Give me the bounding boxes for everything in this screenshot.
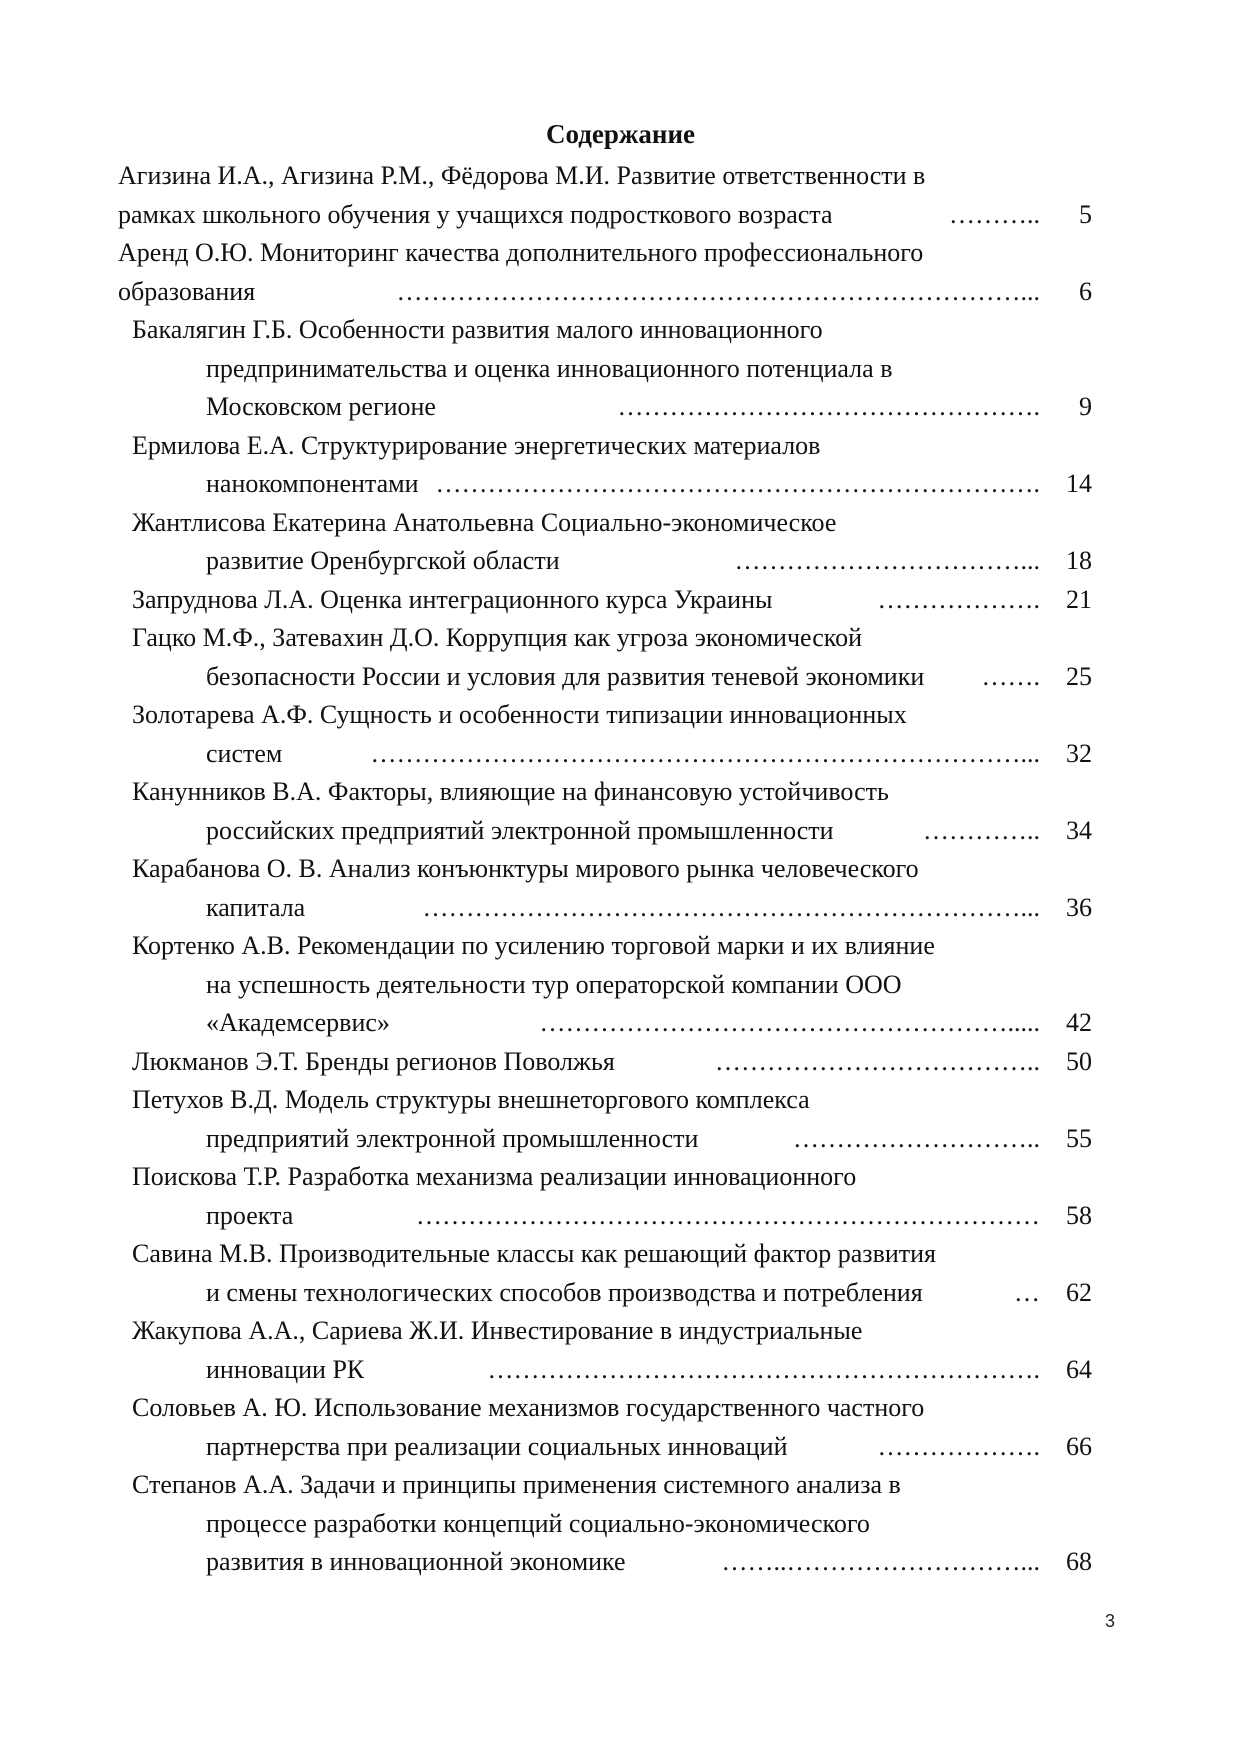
toc-entry-title: Аренд О.Ю. Мониторинг качества дополнительного профессионального [118,238,924,267]
toc-leader-dots: ……………………………………………………………… [416,1200,1040,1230]
toc-entry-title-continued: безопасности России и условия для развития теневой экономики [206,661,925,691]
toc-entry-title: Кортенко А.В. Рекомендации по усилению торговой марки и их влияние [132,931,935,960]
toc-entry-title: Золотарева А.Ф. Сущность и особенности типизации инновационных [132,700,907,729]
toc-entry-title: Карабанова О. В. Анализ конъюнктуры мирового рынка человеческого [132,854,919,883]
toc-leader-dots: ……………………………………………………………. [435,469,1040,498]
toc-entry-title-continued: предприятий электронной промышленности [206,1123,699,1153]
toc-leader-dots: ………………………………………………………………... [396,276,1040,306]
toc-entry-title: Агизина И.А., Агизина Р.М., Фёдорова М.И. Развитие ответственности в [118,161,926,190]
toc-entry-title: Степанов А.А. Задачи и принципы применения системного анализа в [132,1470,901,1499]
toc-leader-dots: ………….. [923,815,1040,845]
toc-entry-title-continued: инновации РК [206,1354,365,1384]
toc-entry-title: Ермилова Е.А. Структурирование энергетических материалов [132,430,821,460]
toc-entry-title-continued: и смены технологических способов производства и потребления [206,1277,923,1307]
toc-entry-title: Петухов В.Д. Модель структуры внешнеторгового комплекса [132,1085,810,1114]
page-title: Содержание [545,119,696,149]
toc-page-number: 14 [1066,469,1092,498]
toc-page-number: 5 [1079,199,1092,229]
toc-entry-title: Запруднова Л.А. Оценка интеграционного курса Украины [132,584,773,614]
toc-leader-dots: ……..………………………... [721,1547,1040,1576]
toc-leader-dots: ……………………………... [734,546,1040,575]
toc-entry-title: Бакалягин Г.Б. Особенности развития малого инновационного [132,315,823,344]
toc-page-number: 66 [1066,1431,1092,1461]
toc-entry-title: Люкманов Э.Т. Бренды регионов Поволжья [132,1046,615,1076]
toc-entry-title-continued: систем [206,738,283,768]
toc-entry-title: Савина М.В. Производительные классы как решающий фактор развития [132,1239,937,1268]
toc-entry-title-continued: российских предприятий электронной промышленности [206,815,834,845]
toc-leader-dots: ……………………….. [793,1123,1040,1153]
toc-leader-dots: ……………………………….. [715,1046,1040,1076]
toc-leader-dots: ……………………………………………………………... [422,892,1040,922]
toc-leader-dots: ………………. [877,1431,1040,1461]
toc-leader-dots: ……. [981,661,1040,691]
toc-page-number: 21 [1066,584,1092,614]
toc-entry-title-continued: рамках школьного обучения у учащихся подросткового возраста [118,199,833,229]
toc-entry-title: Соловьев А. Ю. Использование механизмов государственного частного [132,1393,925,1422]
toc-entry-title-continued: капитала [206,892,306,922]
toc-entry-title: Жакупова А.А., Сариева Ж.И. Инвестирование в индустриальные [132,1316,863,1345]
toc-page-number: 50 [1066,1046,1092,1076]
toc-page-number: 42 [1066,1008,1092,1037]
toc-leader-dots: ………………………………………………………. [487,1354,1040,1384]
toc-page-number: 9 [1079,392,1092,421]
toc-entry-title-continued: процессе разработки концепций социально-экономического [206,1508,870,1538]
toc-entry-title-continued: развитие Оренбургской области [206,546,560,575]
page-number: 3 [1104,1611,1115,1631]
toc-entry-title-continued: партнерства при реализации социальных инноваций [206,1431,788,1461]
toc-entry-title-continued: образования [118,276,256,306]
toc-page-number: 18 [1066,546,1092,575]
toc-page-number: 62 [1066,1277,1092,1307]
toc-page-number: 55 [1066,1123,1092,1153]
toc-leader-dots: … [1014,1277,1040,1307]
toc-page-number: 68 [1066,1547,1092,1576]
toc-page-number: 64 [1066,1354,1092,1384]
toc-entry-title-continued: нанокомпонентами [206,469,419,498]
toc-page-number: 25 [1066,661,1092,691]
toc-entry-title-continued: проекта [206,1200,294,1230]
toc-page-number: 6 [1079,276,1092,306]
toc-entry-title-continued: предпринимательства и оценка инновационного потенциала в [206,353,893,383]
toc-page-number: 36 [1066,892,1092,922]
toc-entry-title: Канунников В.А. Факторы, влияющие на финансовую устойчивость [132,777,889,806]
toc-leader-dots: …………………………………………. [617,392,1040,421]
toc-leader-dots: ………………………………………………..... [539,1008,1040,1037]
toc-entry-title: Поискова Т.Р. Разработка механизма реализации инновационного [132,1162,857,1191]
toc-entry-title: Гацко М.Ф., Затевахин Д.О. Коррупция как угроза экономической [132,623,862,652]
toc-entry-title-continued: развития в инновационной экономике [206,1547,626,1576]
toc-leader-dots: ……….. [949,199,1040,229]
toc-page-number: 32 [1066,738,1092,768]
toc-entry-title-continued: на успешность деятельности тур операторской компании ООО [206,969,902,999]
toc-entry-title-continued: «Академсервис» [206,1008,390,1037]
toc-leader-dots: ………………. [877,584,1040,614]
toc-leader-dots: …………………………………………………………………... [370,738,1040,768]
toc-entry-title-continued: Московском регионе [206,392,436,421]
toc-page-number: 34 [1066,815,1092,845]
toc-entry-title: Жантлисова Екатерина Анатольевна Социально-экономическое [132,507,837,537]
toc-page-number: 58 [1066,1200,1092,1230]
